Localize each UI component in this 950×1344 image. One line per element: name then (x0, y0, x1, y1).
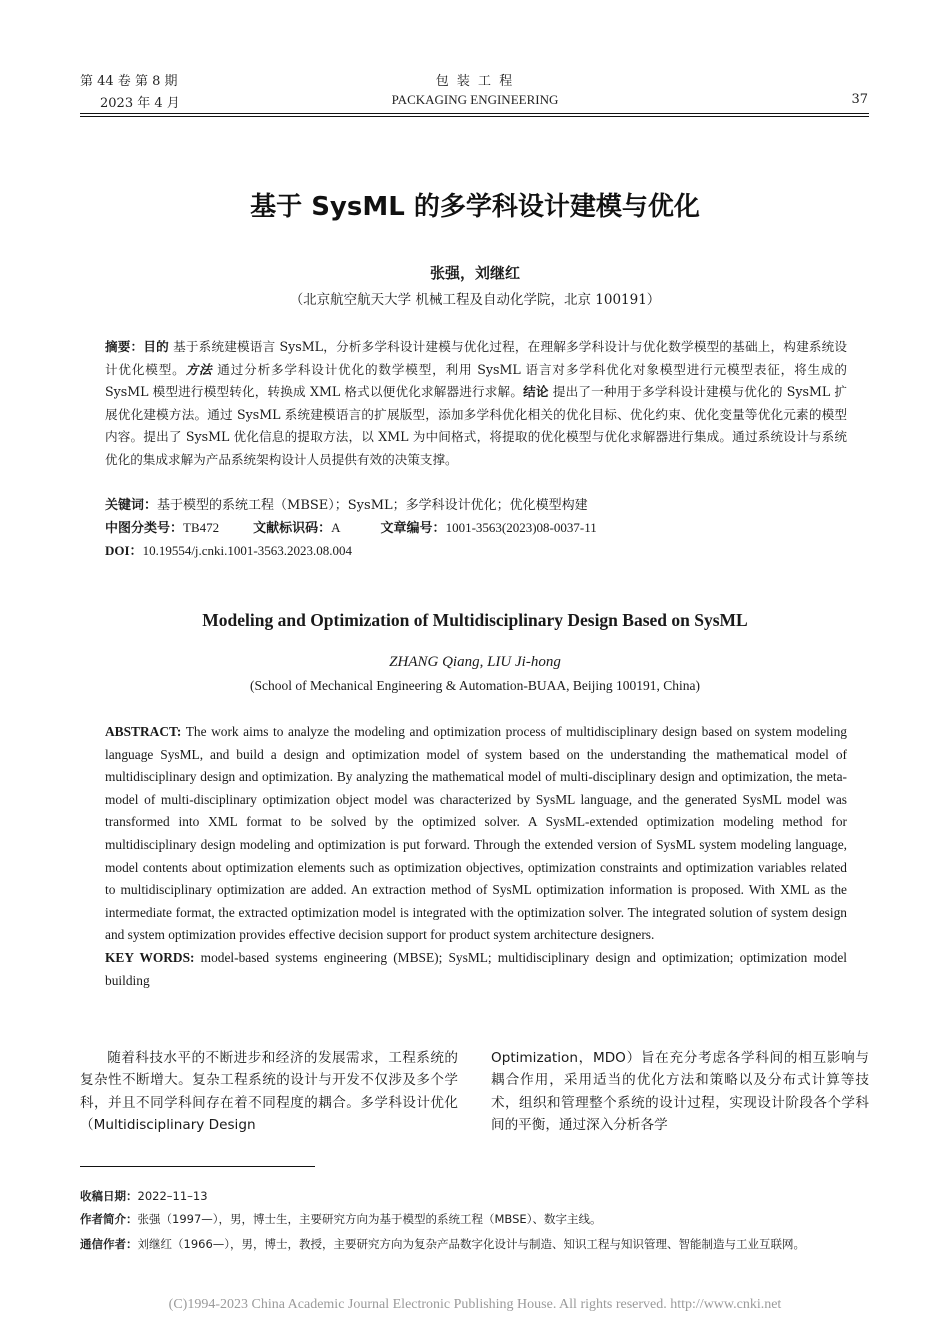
authors: 张强，刘继红 (429, 264, 520, 282)
page-number: 37 (851, 92, 868, 107)
doc-code-label: 文献标识码： (253, 521, 332, 536)
article-number-label: 文章编号： (380, 521, 446, 536)
article-number-value: 1001-3563(2023)08-0037-11 (445, 520, 597, 535)
english-authors: ZHANG Qiang, LIU Ji-hong (389, 654, 561, 670)
journal-name-en: PACKAGING ENGINEERING (391, 92, 559, 107)
received-value: 2022–11–13 (137, 1189, 208, 1203)
abstract-label: 摘要： (105, 339, 144, 354)
body-right-column: Optimization，MDO）旨在充分考虑各学科间的相互影响与耦合作用，采用适当的优化方法和策略以及分布式计算等技术，组织和管理整个系统的设计过程，实现设计阶段各个学科间的平衡，通过深入分析各学 (491, 1050, 869, 1133)
issue-date: 2023 年 4 月 (100, 96, 180, 111)
body-left-column: 随着科技水平的不断进步和经济的发展需求，工程系统的复杂性不断增大。复杂工程系统的设计与开发不仅涉及多个学科，并且不同学科间存在着不同程度的耦合。多学科设计优化（Multidisciplinary Design (80, 1050, 458, 1133)
author-bio-value: 张强（1997—），男，博士生，主要研究方向为基于模型的系统工程（MBSE）、数字主线。 (137, 1212, 602, 1226)
footnote-rule (80, 1166, 315, 1167)
clc-label: 中图分类号： (105, 521, 184, 536)
header-rule-top (80, 113, 869, 114)
clc-value: TB472 (183, 520, 220, 535)
header-rule-bottom (80, 116, 869, 117)
paper-title: 基于 SysML 的多学科设计建模与优化 (250, 192, 700, 222)
corresponding-value: 刘继红（1966—），男，博士，教授，主要研究方向为复杂产品数字化设计与制造、知识工程与知识管理、智能制造与工业互联网。 (137, 1237, 806, 1251)
received-date (80, 1188, 870, 1204)
english-keywords-text: model-based systems engineering (MBSE); SysML; multidisciplinary design and optimization; optimization model building (105, 949, 847, 988)
english-abstract-text: The work aims to analyze the modeling and optimization process of multidisciplinary design based on system modeling language SysML, and build a design and optimization model of system based on the understanding the mathematical model of multidisciplinary design and optimization. By analyzing the mathematical model of multi-disciplinary design and optimization, the meta-model of multi-disciplinary optimization object model was characterized by SysML language, and the generated SysML model was transformed into XML format to be solved by the optimized solver. A SysML-extended optimization modeling method for multidisciplinary design modeling and optimization is put forward. Through the extended version of SysML system modeling language, model contents about optimization elements such as optimization objectives, optimization constraints and optimization variables related to multidisciplinary optimization are added. An extraction method of SysML optimization information is proposed. With XML as the intermediate format, the extracted optimization model is integrated with the optimization solver. The integrated solution of system design and system optimization provides effective decision support for product system architecture designers. (105, 724, 848, 943)
keywords-cn (105, 494, 865, 513)
corresponding-label: 通信作者： (80, 1237, 138, 1251)
journal-name-cn: 包 装 工 程 (435, 74, 515, 89)
keywords-text: 基于模型的系统工程（MBSE）；SysML；多学科设计优化；优化模型构建 (157, 498, 588, 513)
english-abstract (105, 721, 847, 992)
english-keywords-label: KEY WORDS: (105, 949, 195, 965)
author-bio-label: 作者简介： (80, 1212, 138, 1226)
english-abstract-label: ABSTRACT: (105, 724, 182, 739)
affiliation: （北京航空航天大学 机械工程及自动化学院，北京 100191） (289, 292, 661, 308)
corresponding-author (80, 1234, 870, 1254)
english-affiliation: (School of Mechanical Engineering & Automation-BUAA, Beijing 100191, China) (250, 678, 700, 693)
conclusion-label: 结论 (523, 384, 549, 400)
doi-label: DOI： (105, 543, 143, 558)
english-title: Modeling and Optimization of Multidisciplinary Design Based on SysML (202, 610, 748, 630)
abstract-cn (105, 336, 847, 472)
author-bio (80, 1211, 870, 1227)
conclusion-text: 提出了一种用于多学科设计建模与优化的 SysML 扩展优化建模方法。通过 SysML 系统建模语言的扩展版型，添加多学科优化相关的优化目标、优化约束、优化变量等优化元素的模型内容。提出了 SysML 优化信息的提取方法，以 XML 为中间格式，将提取的优化模型与优化求解器进行集成。通过系统设计与系统优化的集成求解为产品系统架构设计人员提供有效的决策支撑。 (105, 384, 847, 467)
volume-issue: 第 44 卷 第 8 期 (80, 74, 178, 89)
doi-line (105, 540, 865, 559)
classification-line (105, 517, 865, 536)
method-text: 通过分析多学科设计优化的数学模型，利用 SysML 语言对多学科优化对象模型进行元模型表征，将生成的 SysML 模型进行模型转化，转换成 XML 格式以便优化求解器进行求解。 (105, 361, 847, 400)
doi-value: 10.19554/j.cnki.1001-3563.2023.08.004 (142, 543, 352, 558)
purpose-label: 目的 (143, 339, 169, 354)
keywords-label: 关键词： (105, 498, 158, 513)
received-label: 收稿日期： (80, 1189, 138, 1203)
cnki-watermark: (C)1994-2023 China Academic Journal Electronic Publishing House. All rights reserved. http://www.cnki.net (168, 1297, 782, 1312)
doc-code-value: A (331, 520, 341, 535)
purpose-text: 基于系统建模语言 SysML，分析多学科设计建模与优化过程，在理解多学科设计与优化数学模型的基础上，构建系统设计优化模型。 (105, 339, 848, 377)
method-label: 方法 (185, 361, 213, 377)
